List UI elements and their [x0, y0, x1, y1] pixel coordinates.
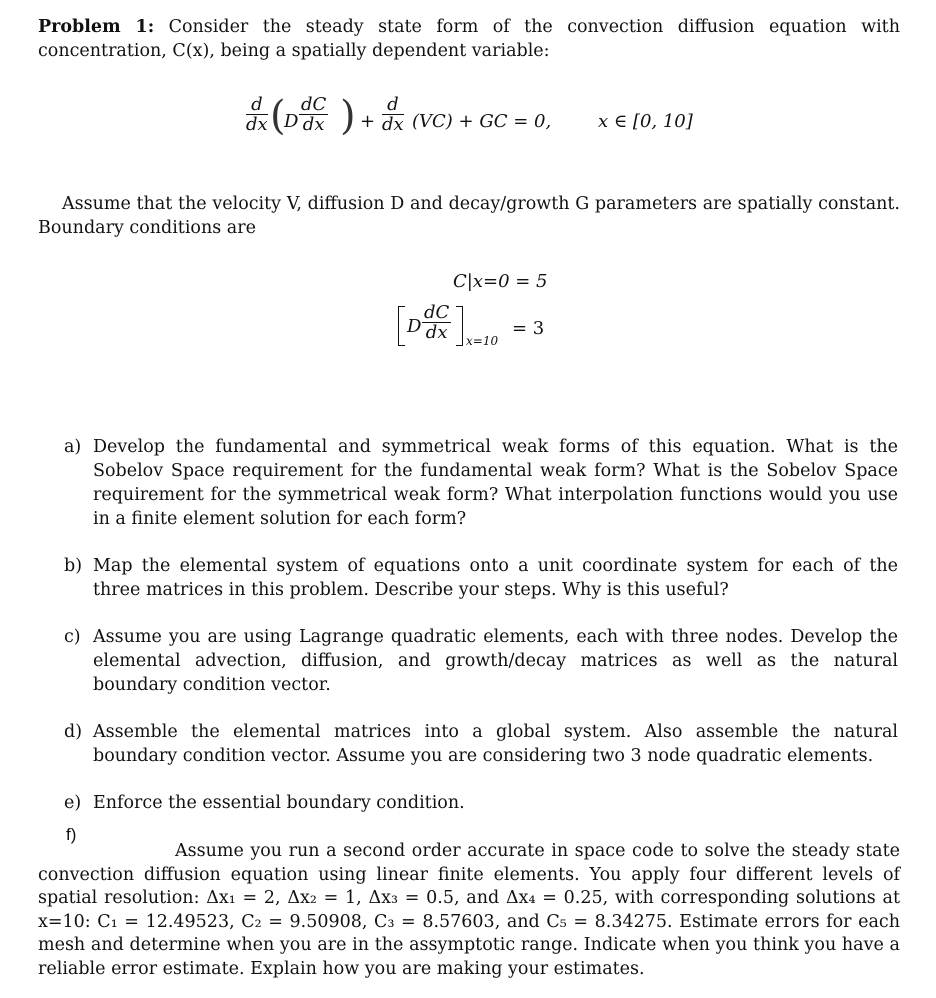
eq-rest: (VC) + GC = 0, [412, 111, 552, 132]
question-label: a) [64, 437, 82, 457]
right-bracket [456, 306, 463, 346]
eq-plus: + [360, 111, 376, 132]
question-a [64, 435, 898, 531]
question-b [64, 554, 898, 602]
question-label: c) [64, 627, 81, 647]
problem-heading: Problem 1: [38, 17, 155, 37]
eq-left-paren: ( [270, 93, 286, 139]
eq-frac-d-dx-1: $\frac{d}{dx}$ [246, 94, 268, 135]
problem-intro [38, 15, 900, 63]
question-text: Develop the fundamental and symmetrical weak forms of this equation. What is the Sobelov Space requirement for the fundamental weak form? What is the Sobelov Space requirement for the symmetrical weak form? What interpolation functions would you use in a finite element solution for each form? [93, 437, 898, 529]
eq-D: D [284, 111, 299, 132]
question-text: Enforce the essential boundary condition. [93, 793, 465, 813]
question-label: d) [64, 722, 83, 742]
question-text: Map the elemental system of equations onto a unit coordinate system for each of the three matrices in this problem. Describe your steps. Why is this useful? [93, 556, 898, 600]
question-d [64, 720, 898, 768]
question-label: b) [64, 556, 83, 576]
eq-frac-d-dx-2: $\frac{d}{dx}$ [382, 94, 404, 135]
eq-frac-dC-dx: $\frac{dC}{dx}$ [301, 94, 327, 135]
assumption-paragraph: Assume that the velocity V, diffusion D and decay/growth G parameters are spatially constant. Boundary conditions are [38, 194, 900, 238]
question-e [64, 791, 898, 815]
boundary-condition-1: C|x=0 = 5 [453, 271, 548, 292]
question-f-text: Assume you run a second order accurate in space code to solve the steady state convection diffusion equation using linear finite elements. You apply four different levels of spatial resolution: Δx₁ = 2, Δx₂ = 1, Δx₃ = 0.5, and Δx₄ = 0.25, with corresponding solutions at x=10: C₁ = 12.49523, C₂ = 9.50908, C₃ = 8.57603, and C₅ = 8.34275. Estimate errors for each mesh and determine when you are in the assymptotic range. Indicate when you think you have a reliable error estimate. Explain how you are making your estimates. [38, 841, 900, 979]
bc2-D: D [407, 316, 422, 337]
bc2-subscript: x=10 [466, 334, 499, 348]
problem-intro-text: Consider the steady state form of the convection diffusion equation with concentration, C(x), being a spatially dependent variable: [38, 17, 900, 61]
question-text: Assume you are using Lagrange quadratic elements, each with three nodes. Develop the elemental advection, diffusion, and growth/decay matrices as well as the natural boundary condition vector. [93, 627, 898, 695]
left-bracket [398, 306, 405, 346]
bc2-frac: $\frac{dC}{dx}$ [424, 302, 450, 343]
eq-domain: x ∈ [0, 10] [598, 111, 693, 132]
question-label: e) [64, 793, 82, 813]
question-c [64, 625, 898, 697]
eq-right-paren: ) [340, 93, 356, 139]
boundary-condition-2 [398, 302, 558, 356]
bc2-rhs: = 3 [512, 318, 545, 339]
question-text: Assemble the elemental matrices into a global system. Also assemble the natural boundary condition vector. Assume you are considering two 3 node quadratic elements. [93, 722, 898, 766]
question-f-label: f) [66, 825, 77, 844]
